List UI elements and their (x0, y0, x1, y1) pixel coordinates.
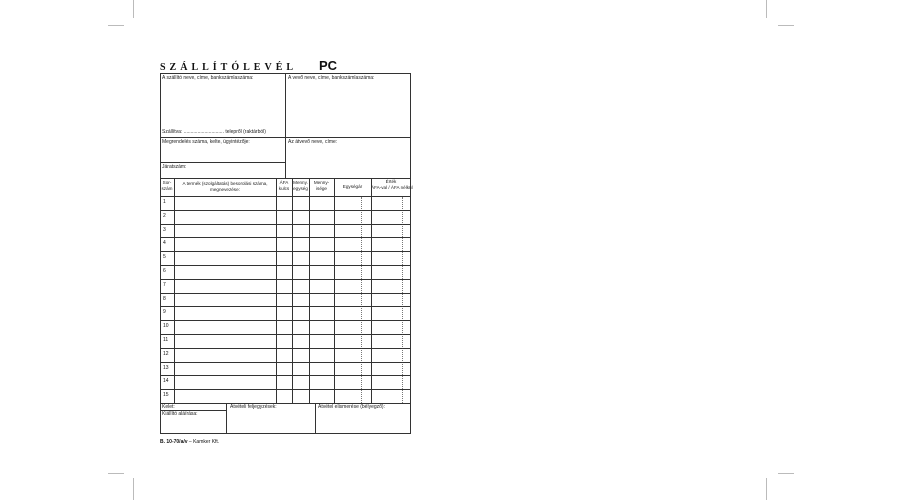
section-divider (160, 137, 411, 138)
table-row (160, 251, 411, 252)
table-row (160, 320, 411, 321)
buyer-label: A vevő neve, címe, bankszámlaszáma: (288, 75, 375, 81)
table-row (160, 237, 411, 238)
col-header-value: Érték ÁFA-val / ÁFA nélkül (371, 179, 413, 190)
row-number: 15 (163, 392, 169, 399)
row-number: 4 (163, 240, 166, 247)
row-number: 7 (163, 281, 166, 288)
section-divider (160, 162, 285, 163)
table-row (160, 224, 411, 225)
crop-mark (766, 478, 767, 500)
table-row (160, 293, 411, 294)
crop-mark (108, 25, 124, 26)
price-tick-line (361, 197, 362, 403)
row-number: 14 (163, 378, 169, 385)
row-number: 12 (163, 350, 169, 357)
table-row (160, 375, 411, 376)
value-tick-line (402, 197, 403, 403)
row-number: 13 (163, 364, 169, 371)
crop-mark (133, 478, 134, 500)
row-number: 8 (163, 295, 166, 302)
col-header-product: A termék (szolgáltatás) besorolási száma, megnevezése: (182, 181, 268, 192)
col-header-unit-price: Egységár (342, 184, 363, 189)
table-row (160, 389, 411, 390)
col-header-serial: Sor- szám (161, 180, 173, 191)
col-header-unit: Menny. egység (293, 180, 308, 191)
acknowledgement-label: Átvétel elismerése (bélyegző): (318, 404, 385, 410)
table-row (160, 306, 411, 307)
row-number: 2 (163, 212, 166, 219)
receiver-label: Az átvevő neve, címe: (288, 139, 338, 145)
col-header-quantity: Menny- isége (313, 180, 330, 191)
crop-mark (778, 473, 794, 474)
table-header-bottom (160, 196, 411, 197)
table-row (160, 348, 411, 349)
form-code: PC (319, 58, 338, 73)
crop-mark (108, 473, 124, 474)
sender-label: A szállító neve, címe, bankszámlaszáma: (162, 75, 254, 81)
row-number: 9 (163, 309, 166, 316)
footer-divider (315, 403, 316, 434)
table-row (160, 334, 411, 335)
publisher: – Kamker Kft. (188, 439, 220, 445)
vehicle-label: Járatszám: (162, 164, 187, 170)
form-title: SZÁLLÍTÓLEVÉL (160, 62, 298, 73)
print-code-number: B. 10-70/a/v (160, 439, 188, 445)
top-divider (285, 73, 286, 179)
table-row (160, 210, 411, 211)
signature-label: Kiállító aláírása: (162, 411, 198, 417)
table-row (160, 362, 411, 363)
col-header-vat: ÁFA kulcs (278, 180, 290, 191)
col-divider (309, 178, 310, 403)
col-divider (334, 178, 335, 403)
remarks-label: Átvételi feljegyzések: (230, 404, 277, 410)
table-row (160, 265, 411, 266)
date-label: Kelet: (162, 404, 175, 410)
row-number: 6 (163, 268, 166, 274)
crop-mark (133, 0, 134, 18)
row-number: 5 (163, 254, 166, 261)
crop-mark (778, 25, 794, 26)
table-row (160, 279, 411, 280)
col-divider (276, 178, 277, 403)
row-number: 1 (163, 199, 166, 205)
crop-mark (766, 0, 767, 18)
footer-divider (226, 403, 227, 434)
row-number: 3 (163, 226, 166, 233)
order-label: Megrendelés száma, kelte, ügyintézője: (162, 139, 250, 145)
row-number: 11 (163, 337, 169, 343)
col-divider (371, 178, 372, 403)
col-divider (174, 178, 175, 403)
shipping-label: Szállítva: ............................. telepről (raktárból) (162, 129, 266, 135)
col-divider (292, 178, 293, 403)
row-number: 10 (163, 323, 169, 330)
print-code (160, 439, 219, 445)
